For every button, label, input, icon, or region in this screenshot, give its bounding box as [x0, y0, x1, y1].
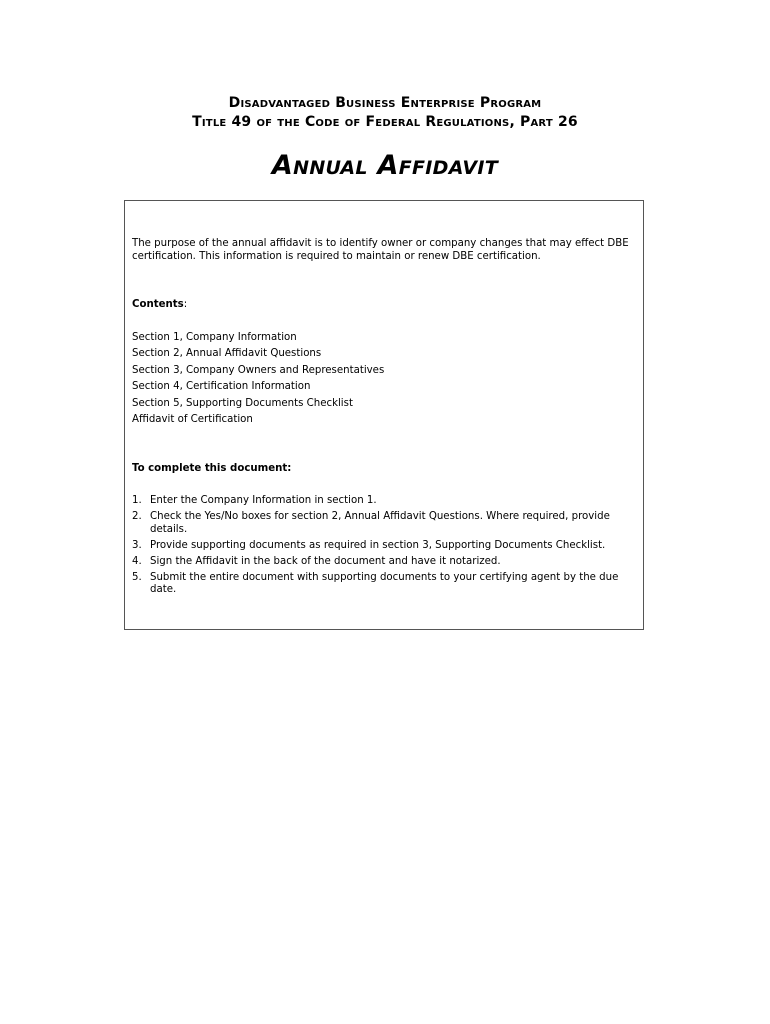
- step-item: [132, 556, 622, 569]
- program-heading: Disadvantaged Business Enterprise Program: [228, 95, 542, 111]
- step-number: 4.: [132, 555, 142, 567]
- step-number: 3.: [132, 539, 142, 551]
- step-item: [132, 572, 622, 597]
- contents-heading: [132, 298, 187, 311]
- step-text: Enter the Company Information in section 1.: [150, 495, 377, 506]
- step-item: [132, 540, 622, 553]
- document-title: Annual Affidavit: [271, 150, 499, 181]
- step-item: [132, 511, 622, 536]
- contents-item: Section 5, Supporting Documents Checklist: [132, 397, 353, 409]
- steps-list: [132, 495, 622, 600]
- step-number: 5.: [132, 571, 142, 583]
- step-text: Check the Yes/No boxes for section 2, Annual Affidavit Questions. Where required, provide details.: [150, 510, 610, 535]
- contents-list: [132, 331, 384, 429]
- step-text: Sign the Affidavit in the back of the document and have it notarized.: [150, 555, 501, 567]
- step-item: [132, 495, 622, 508]
- step-text: Submit the entire document with supporting documents to your certifying agent by the due date.: [150, 571, 619, 596]
- complete-document-heading: To complete this document:: [132, 463, 292, 474]
- instructions-box: [124, 200, 644, 630]
- contents-heading-colon: :: [183, 299, 188, 310]
- contents-item: Affidavit of Certification: [132, 413, 253, 425]
- regulation-heading: Title 49 of the Code of Federal Regulations, Part 26: [192, 114, 578, 130]
- step-text: Provide supporting documents as required in section 3, Supporting Documents Checklist.: [150, 539, 606, 551]
- step-number: 1.: [132, 495, 142, 506]
- contents-item: Section 2, Annual Affidavit Questions: [132, 348, 322, 360]
- contents-item: Section 1, Company Information: [132, 332, 297, 343]
- step-number: 2.: [132, 510, 142, 522]
- purpose-paragraph: The purpose of the annual affidavit is to identify owner or company changes that may effect DBE certification. This information is required to maintain or renew DBE certification.: [132, 238, 629, 262]
- contents-heading-label: Contents: [132, 299, 184, 310]
- contents-item: Section 3, Company Owners and Representatives: [132, 364, 385, 376]
- contents-item: Section 4, Certification Information: [132, 381, 311, 393]
